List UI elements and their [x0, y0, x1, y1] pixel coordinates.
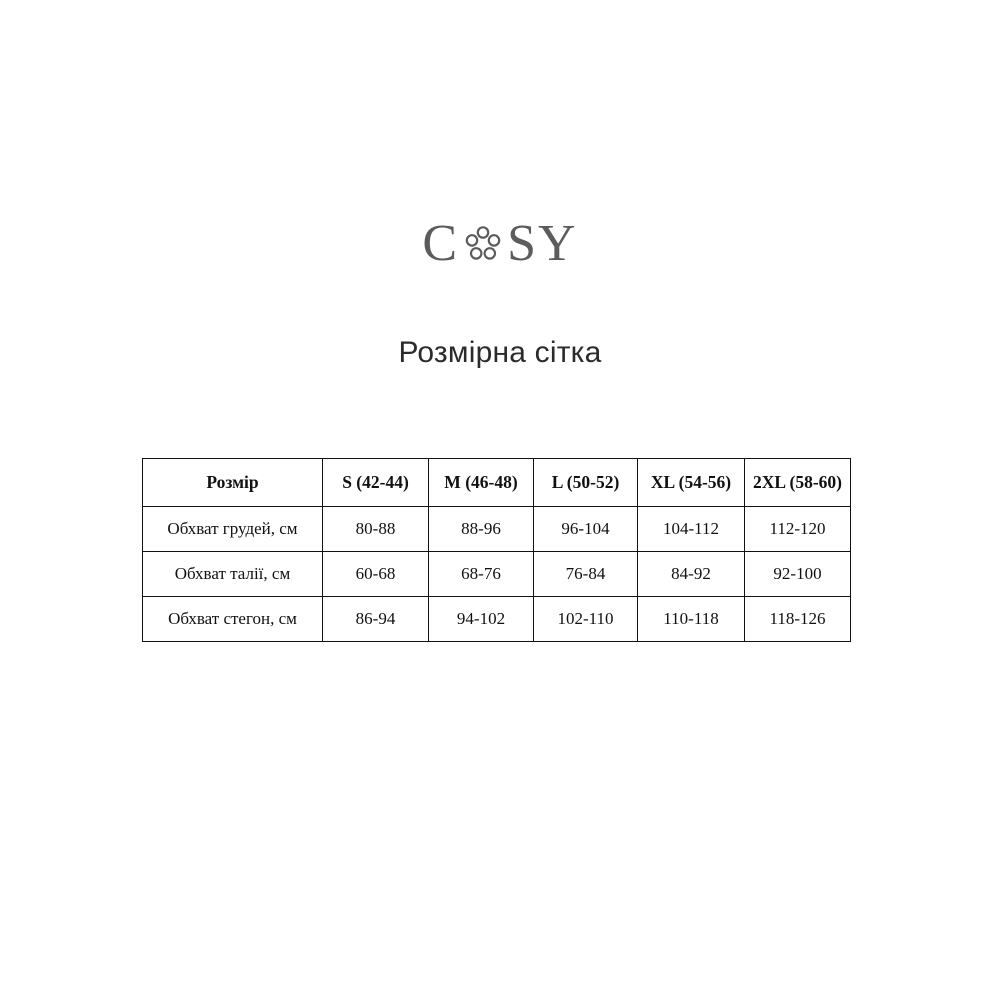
table-cell: 110-118 — [638, 597, 745, 642]
table-cell: 104-112 — [638, 507, 745, 552]
table-row — [143, 597, 851, 642]
table-header-cell: Розмір — [143, 459, 323, 507]
table-cell: 68-76 — [429, 552, 534, 597]
row-label: Обхват стегон, см — [143, 597, 323, 642]
flower-icon — [461, 218, 505, 270]
logo-letter-left: C — [422, 215, 460, 272]
table-cell: 92-100 — [745, 552, 851, 597]
table-header-cell: XL (54-56) — [638, 459, 745, 507]
table-cell: 102-110 — [534, 597, 638, 642]
brand-logo — [0, 215, 1000, 272]
table-cell: 96-104 — [534, 507, 638, 552]
logo-letter-right: SY — [507, 215, 578, 272]
table-header-row — [143, 459, 851, 507]
size-table-wrapper — [142, 458, 850, 642]
table-cell: 112-120 — [745, 507, 851, 552]
size-table — [142, 458, 851, 642]
table-cell: 80-88 — [323, 507, 429, 552]
table-header-cell: S (42-44) — [323, 459, 429, 507]
table-row — [143, 552, 851, 597]
table-cell: 60-68 — [323, 552, 429, 597]
table-cell: 76-84 — [534, 552, 638, 597]
row-label: Обхват талії, см — [143, 552, 323, 597]
table-header-cell: 2XL (58-60) — [745, 459, 851, 507]
table-row — [143, 507, 851, 552]
page-title: Розмірна сітка — [398, 336, 602, 369]
table-cell: 94-102 — [429, 597, 534, 642]
row-label: Обхват грудей, см — [143, 507, 323, 552]
table-cell: 88-96 — [429, 507, 534, 552]
table-cell: 84-92 — [638, 552, 745, 597]
table-cell: 118-126 — [745, 597, 851, 642]
table-header-cell: M (46-48) — [429, 459, 534, 507]
table-header-cell: L (50-52) — [534, 459, 638, 507]
table-cell: 86-94 — [323, 597, 429, 642]
